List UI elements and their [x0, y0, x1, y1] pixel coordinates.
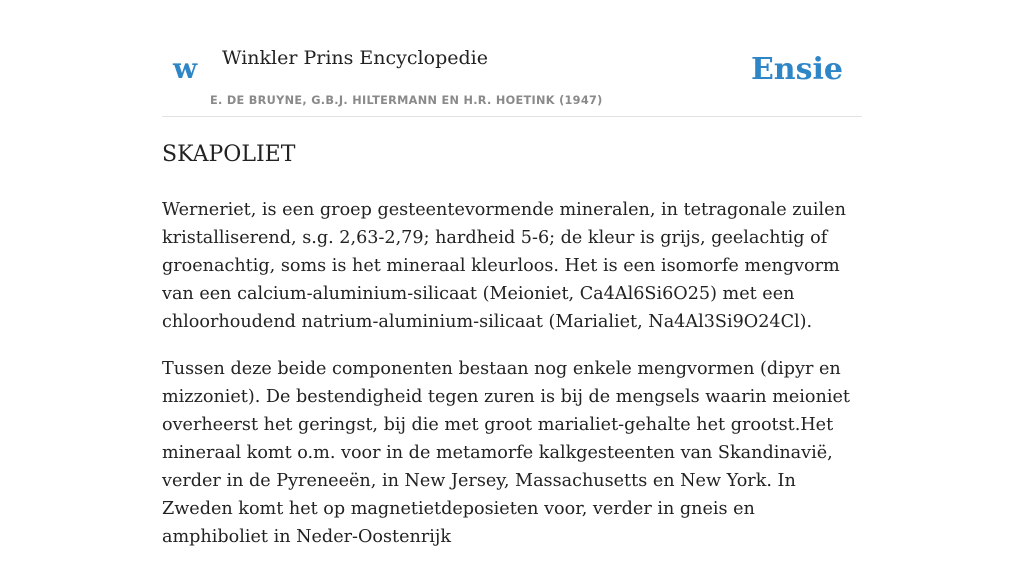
ensie-logo-link[interactable]: Ensie	[750, 52, 843, 87]
source-title-link[interactable]: Winkler Prins Encyclopedie	[222, 47, 488, 69]
article-title: SKAPOLIET	[162, 142, 296, 167]
source-authors: E. DE BRUYNE, G.B.J. HILTERMANN EN H.R. HOETINK (1947)	[210, 94, 603, 107]
site-header	[162, 0, 862, 117]
article-paragraph-2: Tussen deze beide componenten bestaan nog enkele mengvormen (dipyr en mizzoniet). De bestendigheid tegen zuren is bij de mengsels waarin meioniet overheerst het geringst, bij die met groot marialiet-gehalte het grootst.Het mineraal komt o.m. voor in de metamorfe kalkgesteenten van Skandinavië, verder in de Pyreneeën, in New Jersey, Massachusetts en New York. In Zweden komt het op magnetietdeposieten voor, verder in gneis en amphiboliet in Neder-Oostenrijk	[162, 359, 850, 547]
winkler-prins-logo[interactable]: w	[173, 52, 198, 85]
article	[162, 139, 862, 570]
article-paragraph-1: Werneriet, is een groep gesteentevormende mineralen, in tetragonale zuilen kristalliserend, s.g. 2,63-2,79; hardheid 5-6; de kleur is grijs, geelachtig of groenachtig, soms is het mineraal kleurloos. Het is een isomorfe mengvorm van een calcium-aluminium-silicaat (Meioniet, Ca4Al6Si6O25) met een chloorhoudend natrium-aluminium-silicaat (Marialiet, Na4Al3Si9O24Cl).	[162, 200, 846, 332]
